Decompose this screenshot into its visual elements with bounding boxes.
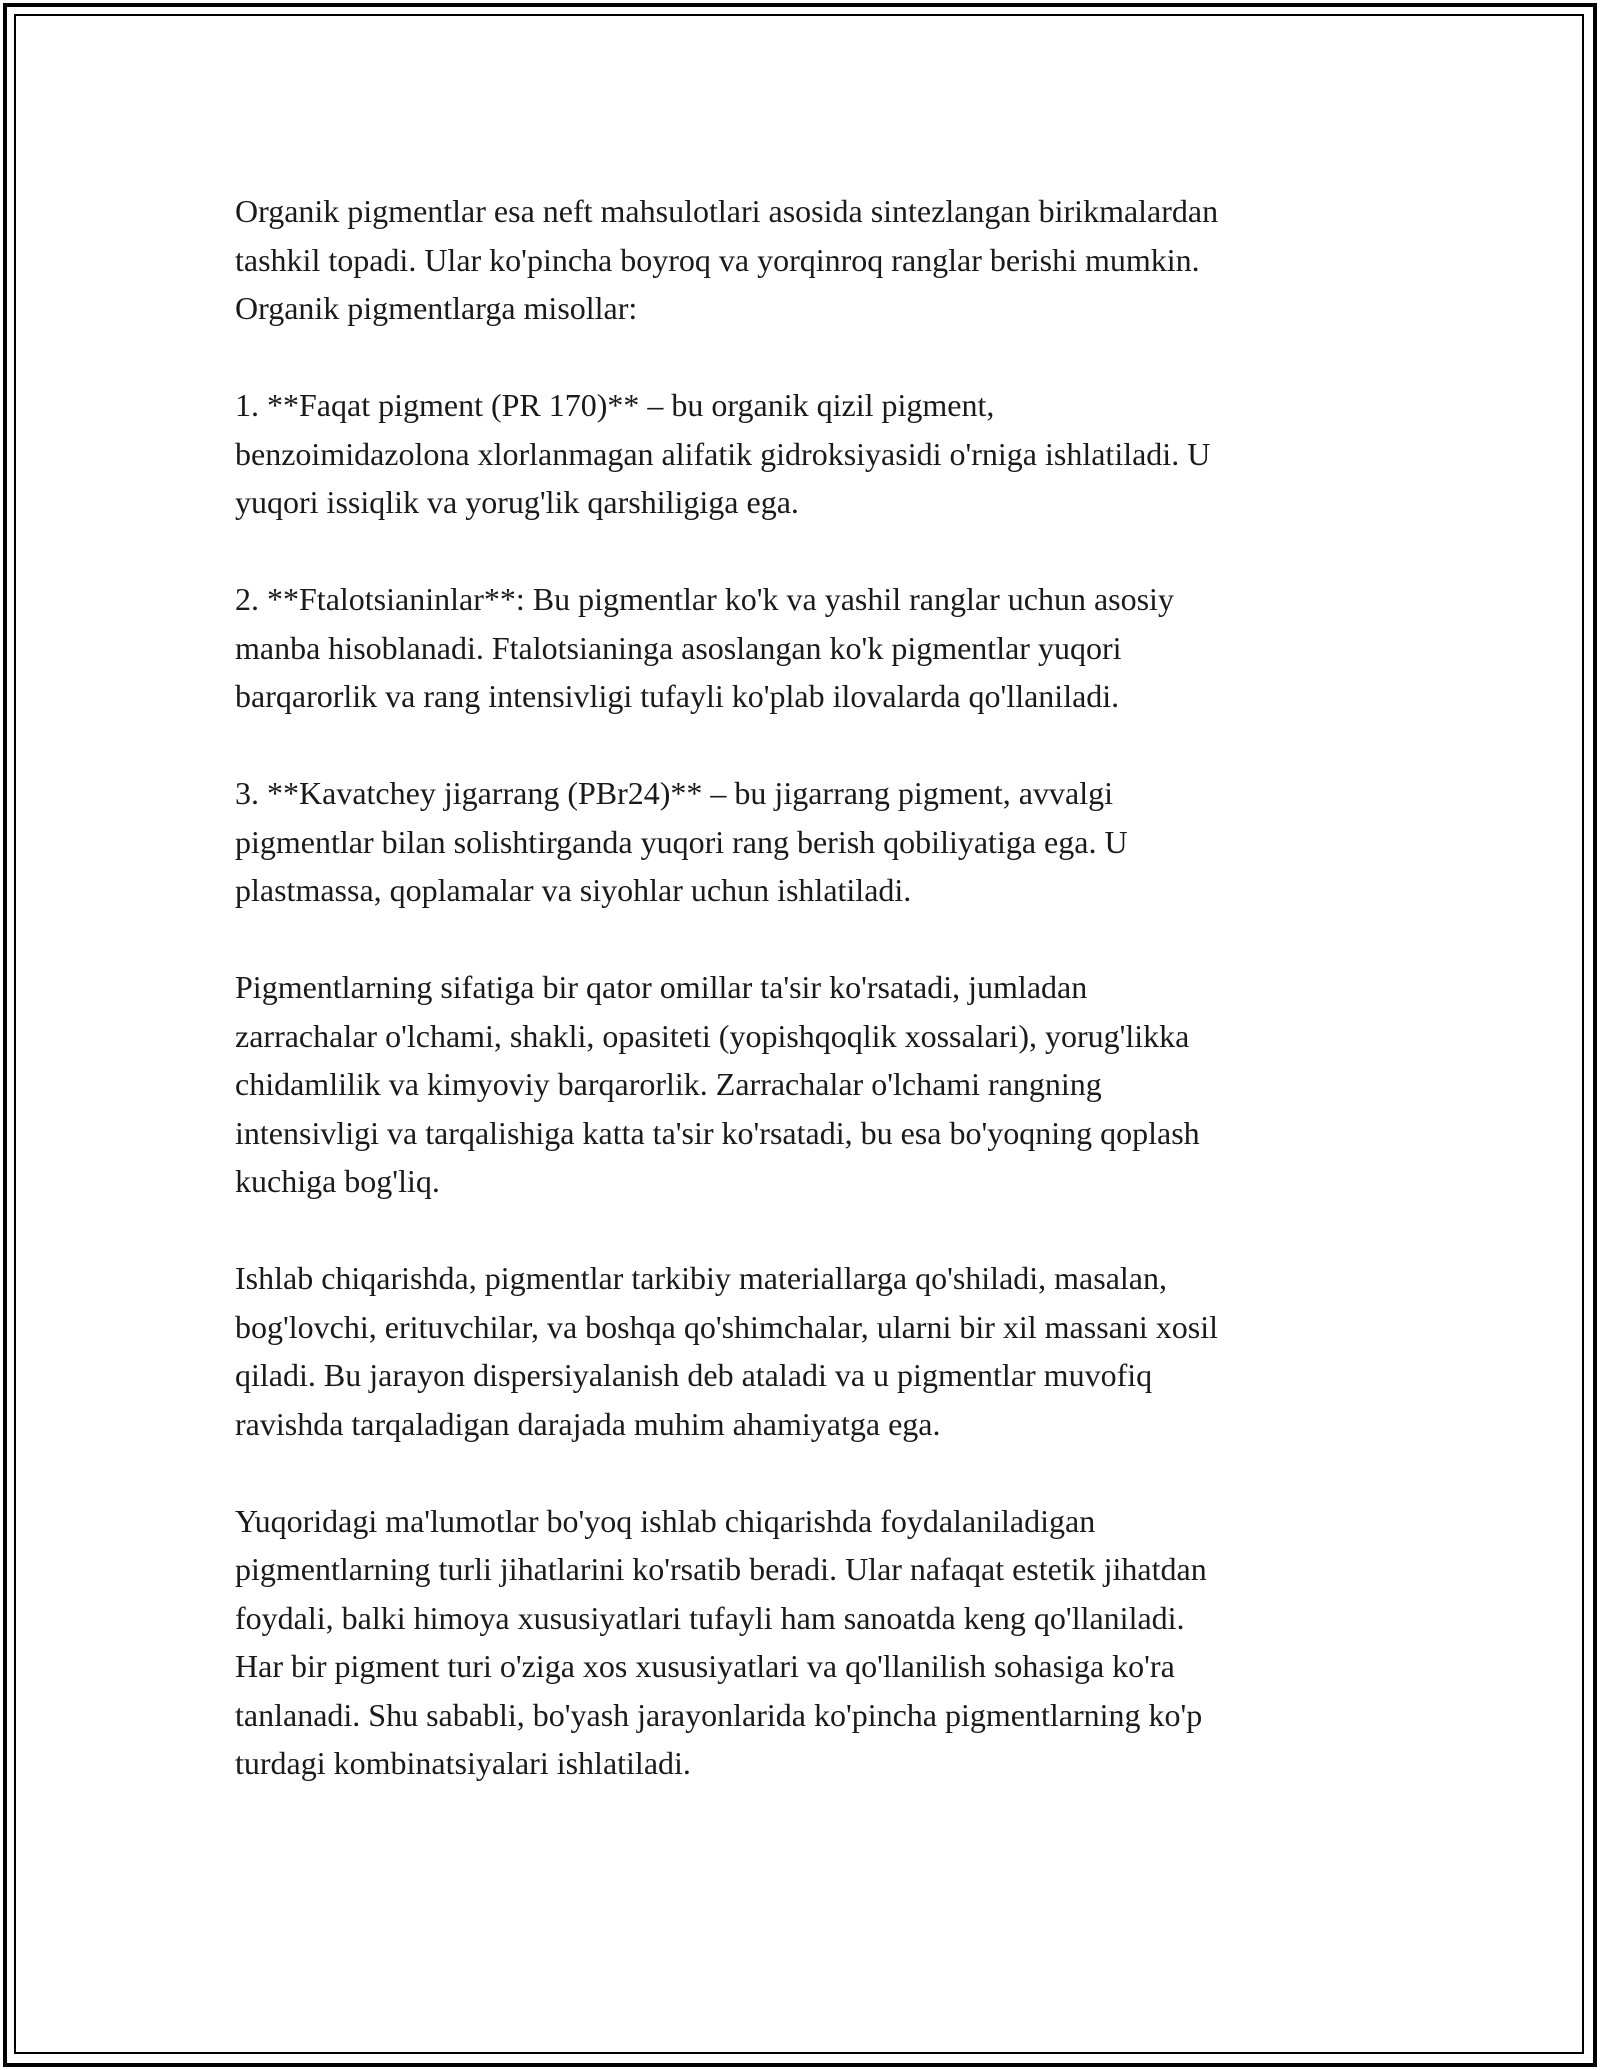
paragraph-item-2: 2. **Ftalotsianinlar**: Bu pigmentlar ko'k va yashil ranglar uchun asosiy manba hisoblanadi. Ftalotsianinga asoslangan ko'k pigmentlar yuqori barqarorlik va rang intensivligi tufayli ko'plab ilovalarda qo'llaniladi.: [235, 581, 1174, 714]
paragraph-item-3: 3. **Kavatchey jigarrang (PBr24)** – bu jigarrang pigment, avvalgi pigmentlar bilan solishtirganda yuqori rang berish qobiliyatiga ega. U plastmassa, qoplamalar va siyohlar uchun ishlatiladi.: [235, 775, 1128, 908]
paragraph-intro: Organik pigmentlar esa neft mahsulotlari asosida sintezlangan birikmalardan tashkil topadi. Ular ko'pincha boyroq va yorqinroq ranglar berishi mumkin. Organik pigmentlarga misollar:: [235, 193, 1219, 326]
paragraph-conclusion: Yuqoridagi ma'lumotlar bo'yoq ishlab chiqarishda foydalaniladigan pigmentlarning turli jihatlarini ko'rsatib beradi. Ular nafaqat estetik jihatdan foydali, balki himoya xususiyatlari tufayli ham sanoatda keng qo'llaniladi. Har bir pigment turi o'ziga xos xususiyatlari va qo'llanilish sohasiga ko'ra tanlanadi. Shu sababli, bo'yash jarayonlarida ko'pincha pigmentlarning ko'p turdagi kombinatsiyalari ishlatiladi.: [235, 1502, 1207, 1781]
document-body: [235, 187, 1375, 1836]
paragraph-item-1: 1. **Faqat pigment (PR 170)** – bu organik qizil pigment, benzoimidazolona xlorlanmagan alifatik gidroksiyasidi o'rniga ishlatiladi. U yuqori issiqlik va yorug'lik qarshiligiga ega.: [235, 387, 1211, 520]
paragraph-production: Ishlab chiqarishda, pigmentlar tarkibiy materiallarga qo'shiladi, masalan, bog'lovchi, erituvchilar, va boshqa qo'shimchalar, ularni bir xil massani xosil qiladi. Bu jarayon dispersiyalanish deb ataladi va u pigmentlar muvofiq ravishda tarqaladigan darajada muhim ahamiyatga ega.: [235, 1260, 1218, 1442]
paragraph-quality: Pigmentlarning sifatiga bir qator omillar ta'sir ko'rsatadi, jumladan zarrachalar o'lchami, shakli, opasiteti (yopishqoqlik xossalari), yorug'likka chidamlilik va kimyoviy barqarorlik. Zarrachalar o'lchami rangning intensivligi va tarqalishiga katta ta'sir ko'rsatadi, bu esa bo'yoqning qoplash kuchiga bog'liq.: [235, 969, 1200, 1199]
